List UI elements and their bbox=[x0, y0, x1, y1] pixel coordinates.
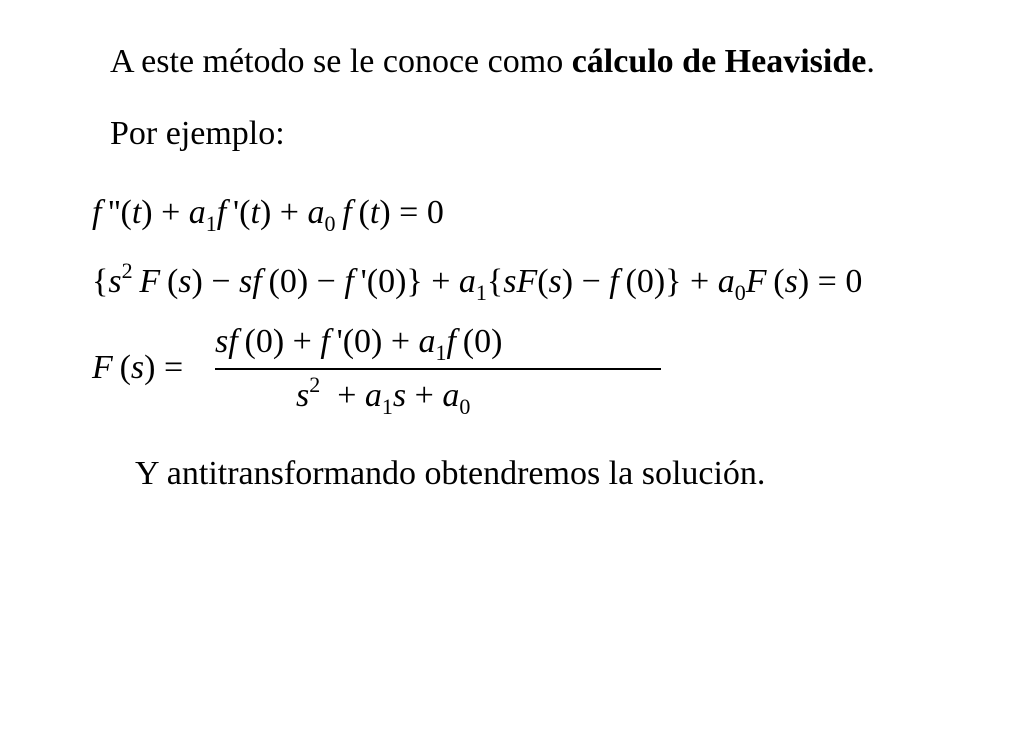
fraction-denominator: $s^2 + a_1s + a_0$ bbox=[296, 372, 471, 419]
equation-ode: f ''$(t) + a_1f$ '$(t) + a_0$ f (t) = 0 bbox=[92, 194, 444, 236]
fraction-numerator: sf (0) + f '$(0) + a_1f$ (0) bbox=[215, 323, 503, 365]
equation-laplace-transformed: {$s^2$ F (s) − sf (0) − f '$(0)\} + a_1\{sF(s) - f$ $(0)\} + a_0F$ (s) = 0 bbox=[92, 258, 863, 305]
example-label: Por ejemplo: bbox=[110, 115, 285, 152]
intro-prefix: A este método se le conoce como bbox=[110, 43, 572, 80]
closing-sentence: Y antitransformando obtendremos la solución. bbox=[135, 455, 766, 492]
intro-term-heaviside: cálculo de Heaviside bbox=[571, 43, 867, 80]
fraction-bar bbox=[215, 368, 661, 370]
fraction-lhs: F (s) = bbox=[92, 349, 184, 386]
intro-sentence bbox=[110, 42, 875, 82]
intro-suffix: . bbox=[866, 43, 875, 80]
